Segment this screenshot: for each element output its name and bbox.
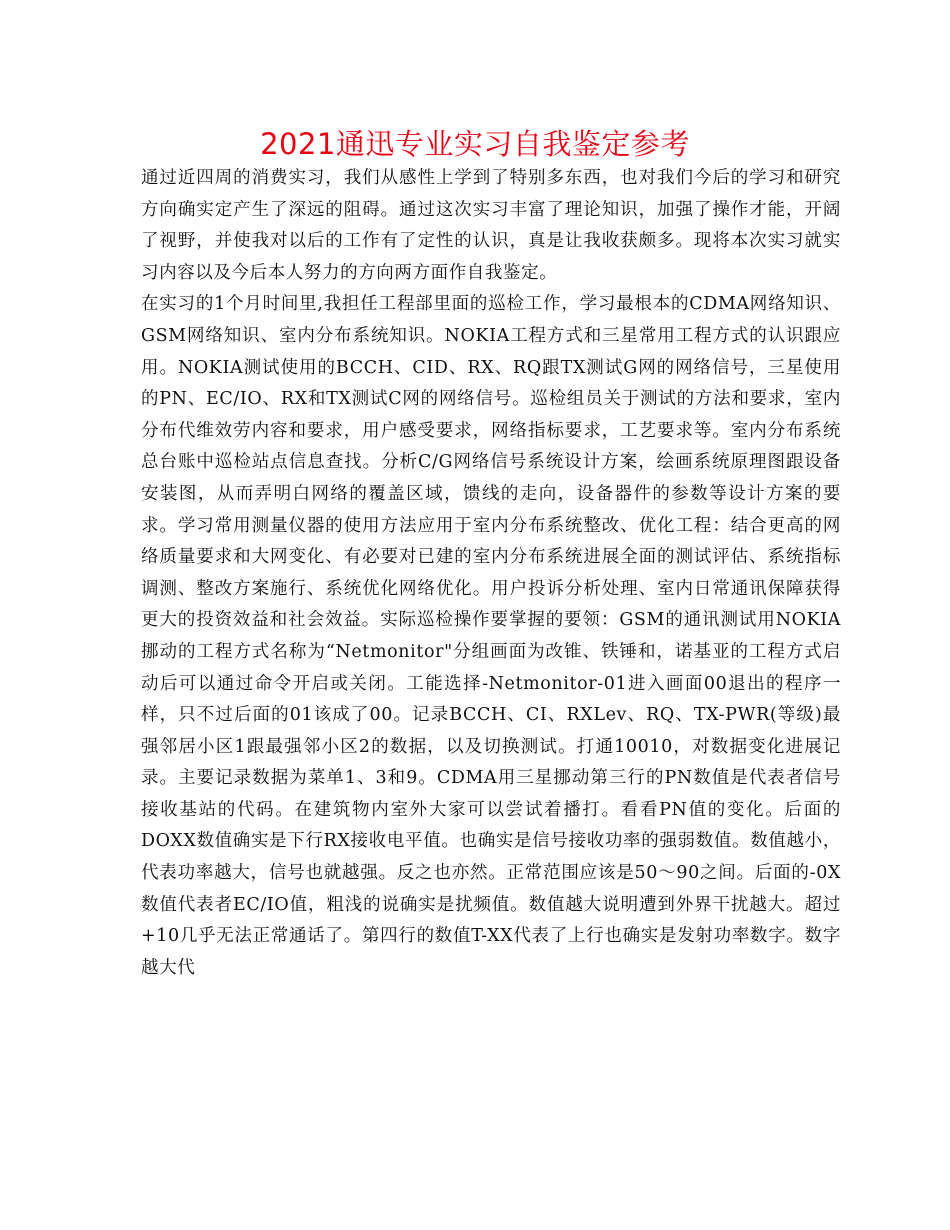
paragraph-main: 在实习的1个月时间里,我担任工程部里面的巡检工作，学习最根本的CDMA网络知识、GSM网络知识、室内分布系统知识。NOKIA工程方式和三星常用工程方式的认识跟应用。NOKIA测试使用的BCCH、CID、RX、RQ跟TX测试G网的网络信号，三星使用的PN、EC/IO、RX和TX测试C网的网络信号。巡检组员关于测试的方法和要求，室内分布代维效劳内容和要求，用户感受要求，网络指标要求，工艺要求等。室内分布系统总台账中巡检站点信息查找。分析C/G网络信号系统设计方案，绘画系统原理图跟设备安装图，从而弄明白网络的覆盖区域，馈线的走向，设备器件的参数等设计方案的要求。学习常用测量仪器的使用方法应用于室内分布系统整改、优化工程：结合更高的网络质量要求和大网变化、有必要对已建的室内分布系统进展全面的测试评估、系统指标调测、整改方案施行、系统优化网络优化。用户投诉分析处理、室内日常通讯保障获得更大的投资效益和社会效益。实际巡检操作要掌握的要领：GSM的通讯测试用NOKIA挪动的工程方式名称为“Netmonitor"分组画面为改锥、铁锤和，诺基亚的工程方式启动后可以通过命令开启或关闭。工能选择-Netmonitor-01进入画面00退出的程序一样，只不过后面的01该成了00。记录BCCH、CI、RXLev、RQ、TX-PWR(等级)最强邻居小区1跟最强邻小区2的数据，以及切换测试。打通10010，对数据变化进展记录。主要记录数据为菜单1、3和9。CDMA用三星挪动第三行的PN数值是代表者信号接收基站的代码。在建筑物内室外大家可以尝试着播打。看看PN值的变化。后面的DOXX数值确实是下行RX接收电平值。也确实是信号接收功率的强弱数值。数值越小，代表功率越大，信号也就越强。反之也亦然。正常范围应该是50～90之间。后面的-0X数值代表者EC/IO值，粗浅的说确实是扰频值。数值越大说明遭到外界干扰越大。超过+10几乎无法正常通话了。第四行的数值T-XX代表了上行也确实是发射功率数字。数字越大代	[141, 294, 841, 978]
paragraph-intro: 通过近四周的消费实习，我们从感性上学到了特别多东西，也对我们今后的学习和研究方向确实定产生了深远的阻碍。通过这次实习丰富了理论知识，加强了操作才能，开阔了视野，并使我对以后的工作有了定性的认识，真是让我收获颇多。现将本次实习就实习内容以及今后本人努力的方向两方面作自我鉴定。	[141, 168, 841, 283]
document-title: 2021通迅专业实习自我鉴定参考	[260, 127, 690, 161]
document-body	[141, 163, 841, 984]
